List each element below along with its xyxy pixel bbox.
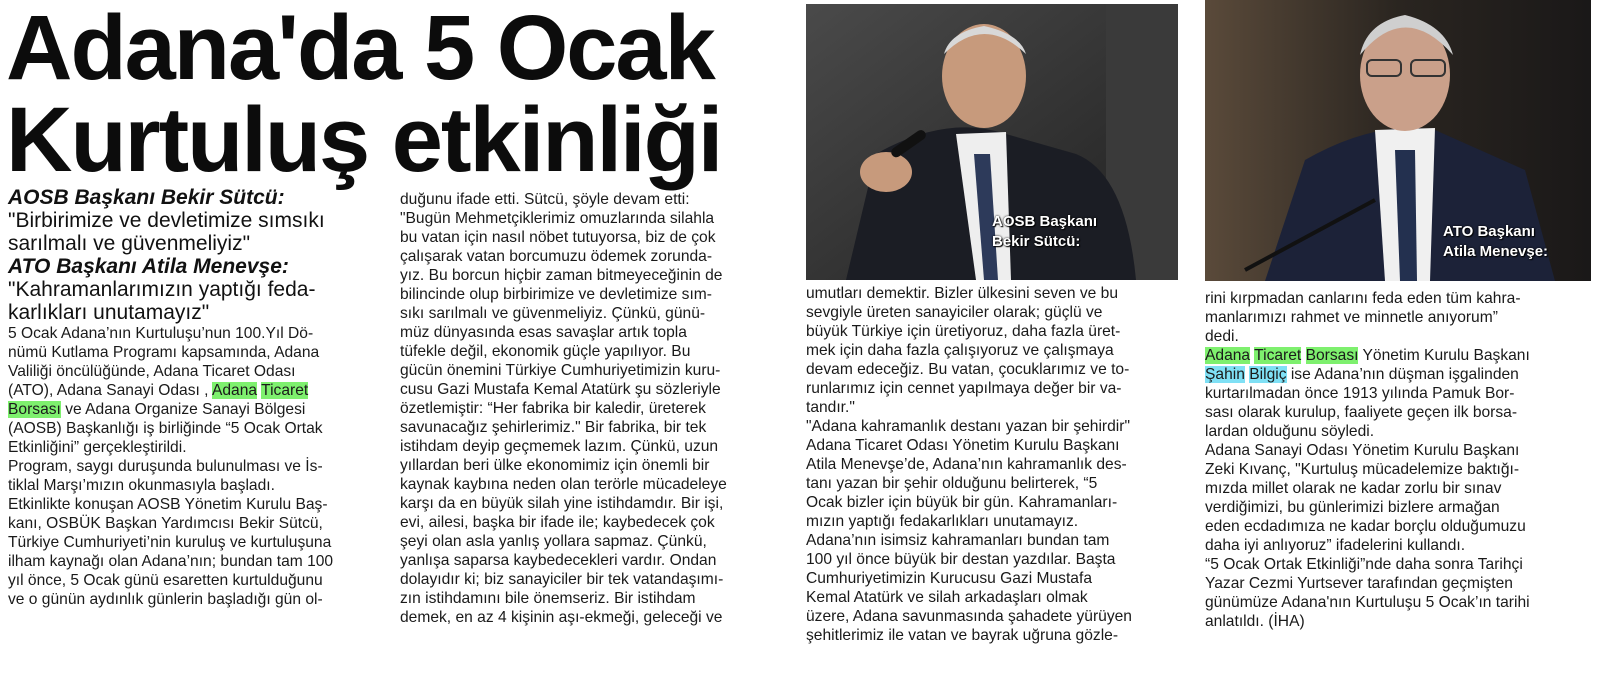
col1-line: ilham kaynağı olan Adana’nın; bundan tam 100 [8,553,334,570]
col4-text: ise Adana’nın düşman işgalinden [1286,366,1519,383]
photo-bekir-sutcu [806,4,1178,280]
col2-line: cusu Gazi Mustafa Kemal Atatürk şu sözleriyle [400,381,721,398]
col2-line: savunacağız şehirlerimiz." Bir fabrika, bir tek [400,419,707,436]
highlight-adana: Adana [1205,347,1251,364]
col1-line: kanı, OSBÜK Başkan Yardımcısı Bekir Sütcü, [8,515,323,532]
col3-line: runlarımız için cennet yapılmaya değer bir va- [806,380,1122,397]
col2-line: bilincinde olup birbirimize ve devletimize sım- [400,286,712,303]
col2-line: yız. Bu borcun hiçbir zaman bitmeyeceğinin de [400,267,723,284]
col4-line [1205,365,1597,384]
col1-line: Etkinlikte konuşan AOSB Yönetim Kurulu Baş- [8,496,328,513]
col4-line: “5 Ocak Ortak Etkinliği”nde daha sonra Tarihçi [1205,556,1523,573]
subhead-2-quote-l2: karlıkları unutamayız" [8,301,210,324]
col4-line: sası olarak kurulup, faaliyete geçen ilk borsa- [1205,404,1518,421]
col2-line: dolayıdır ki; biz sanayiciler bir tek vatandaşımı- [400,571,724,588]
highlight-ticaret: Ticaret [261,382,309,399]
col2-line: zın istihdamını bile önemseriz. Bir istihdam [400,590,696,607]
highlight-sahin: Şahin [1205,366,1245,383]
col2-line: yanlışa saparsa kaybedecekleri vardır. Ondan [400,552,717,569]
col3-line: Cumhuriyetimizin Kurucusu Gazi Mustafa [806,570,1092,587]
col3-line: "Adana kahramanlık destanı yazan bir şehirdir" [806,418,1130,435]
col4-line: anlatıldı. (İHA) [1205,613,1305,630]
col1-line: Türkiye Cumhuriyeti’nin kuruluş ve kurtuluşuna [8,534,332,551]
col3-line: devam edeceğiz. Bu vatan, çocuklarımız ve to- [806,361,1130,378]
col4-line: Zeki Kıvanç, "Kurtuluş mücadelemize baktığı- [1205,461,1520,478]
column-4 [1205,289,1597,631]
col3-line: Atila Menevşe’de, Adana’nın kahramanlık des- [806,456,1127,473]
col4-line: verdiğimizi, bu günlerimizi bizlere armağan [1205,499,1500,516]
col4-line [1205,346,1597,365]
col2-line: tüfekle değil, ekonomik güçle yapılıyor. Bu [400,343,691,360]
col4-line: daha iyi anlıyoruz” ifadelerini kullandı. [1205,537,1466,554]
col3-line: mek için daha fazla çalışıyoruz ve çalışmaya [806,342,1114,359]
col2-line: duğunu ifade etti. Sütcü, şöyle devam etti: [400,191,690,208]
col3-line: 100 yıl önce büyük bir destan yazdılar. Başta [806,551,1116,568]
headline-line-1: Adana'da 5 Ocak [6,0,714,99]
col1-line [8,381,388,400]
col4-line: kurtarılmadan önce 1913 yılında Pamuk Bor- [1205,385,1515,402]
column-2 [400,190,782,627]
col4-line: lardan olduğunu söyledi. [1205,423,1375,440]
col2-line: özetlemiştir: “Her fabrika bir kaledir, üreterek [400,400,706,417]
col4-line: Adana Sanayi Odası Yönetim Kurulu Başkanı [1205,442,1520,459]
col2-line: şeyi olan asla yanlış yollara sapmaz. Çünkü, [400,533,707,550]
col3-line: Kemal Atatürk ve silah arkadaşları olmak [806,589,1088,606]
highlight-ticaret: Ticaret [1254,347,1302,364]
col4-line: eden ecdadımıza ne kadar borçlu olduğumuzu [1205,518,1526,535]
col2-line: evi, ailesi, başka bir ifade ile; kaybedecek çok [400,514,715,531]
col3-line: büyük Türkiye için üretiyoruz, daha fazla üret- [806,323,1121,340]
col3-line: umutları demektir. Bizler ülkesini seven ve bu [806,285,1119,302]
photo-atila-menevse [1205,0,1591,281]
col2-line: müz dünyasında esas savaşlar artık topla [400,324,687,341]
headline [6,0,796,191]
col3-line: tanı yazan bir şehir olduğunu belirterek, “5 [806,475,1098,492]
highlight-adana: Adana [211,382,258,399]
highlight-borsasi: Borsası [1305,347,1359,364]
col1-line: Program, saygı duruşunda bulunulması ve İs- [8,458,323,475]
subhead-1-quote-l1: "Birbirimize ve devletimize sımsıkı [8,209,325,232]
subhead-1-name: AOSB Başkanı Bekir Sütcü: [8,186,285,209]
col3-line: sevgiyle üreten sanayiciler olarak; güçlü ve [806,304,1103,321]
col1-line: Valiliği öncülüğünde, Adana Ticaret Odası [8,363,296,380]
col1-line: nümü Kutlama Programı kapsamında, Adana [8,344,320,361]
col1-line: yıl önce, 5 Ocak günü esaretten kurtulduğunu [8,572,323,589]
col2-line: sıkı sarılmalı ve güvenmeliyiz. Çünkü, günü- [400,305,706,322]
col1-line [8,400,388,419]
col1-text: ve Adana Organize Sanayi Bölgesi [60,401,306,418]
col1-line: 5 Ocak Adana’nın Kurtuluşu’nun 100.Yıl Dö- [8,325,314,342]
subhead-2-name: ATO Başkanı Atila Menevşe: [8,255,289,278]
col2-line: "Bugün Mehmetçiklerimiz omuzlarında silahla [400,210,715,227]
photo-1-caption-l1: AOSB Başkanı [992,213,1098,230]
col2-line: çalışarak vatan borcumuzu ödemek zorunda- [400,248,713,265]
col2-line: yıllardan beri ülke ekonomimiz için önemli bir [400,457,710,474]
column-1 [8,186,388,609]
photo-1-caption-l2: Bekir Sütcü: [992,233,1081,250]
col3-line: Ocak bizler için büyük bir gün. Kahramanları- [806,494,1118,511]
col3-line: Adana’nın isimsiz kahramanları bundan tam [806,532,1110,549]
col1-line: tiklal Marşı’mızın okunmasıyla başladı. [8,477,275,494]
col1-text: (ATO), Adana Sanayi Odası , [8,382,212,399]
col3-line: üzere, Adana savunmasında şahadete yürüyen [806,608,1132,625]
col2-line: kaynak kaybına neden olan terörle mücadeleye [400,476,727,493]
col1-line: Etkinliğini” gerçekleştirildi. [8,439,187,456]
col3-line: Adana Ticaret Odası Yönetim Kurulu Başkanı [806,437,1120,454]
photo-2-caption-l1: ATO Başkanı [1443,223,1535,240]
col2-line: istihdam deyip geçmemek lazım. Çünkü, uzun [400,438,719,455]
col1-line: (AOSB) Başkanlığı iş birliğinde “5 Ocak Ortak [8,420,323,437]
highlight-borsasi: Borsası [8,401,61,418]
col4-line: rini kırpmadan canlarını feda eden tüm kahra- [1205,290,1521,307]
col2-line: demek, en az 4 kişinin aşı-ekmeği, geleceği ve [400,609,723,626]
col3-line: mızın yaptığı fedakarlıkları unutamayız. [806,513,1079,530]
col3-line: şehitlerimiz ile vatan ve bayrak uğruna gözle- [806,627,1119,644]
subhead-2-quote-l1: "Kahramanlarımızın yaptığı feda- [8,278,316,301]
col3-line: tandır." [806,399,855,416]
col2-line: bu vatan için nasıl nöbet tutuyorsa, biz de çok [400,229,716,246]
highlight-bilgic: Bilgiç [1249,366,1287,383]
col1-line: ve o günün aydınlık günlerin başladığı gün ol- [8,591,323,608]
subhead-1-quote-l2: sarılmalı ve güvenmeliyiz" [8,232,251,255]
column-3 [806,284,1182,645]
col2-line: karşı da en büyük silah yine istihdamdır. Bir işi, [400,495,724,512]
col4-line: mızda millet olarak ne kadar zorlu bir sınav [1205,480,1502,497]
col4-line: dedi. [1205,328,1239,345]
headline-line-2: Kurtuluş etkinliği [6,89,722,191]
photo-2-caption-l2: Atila Menevşe: [1443,243,1549,260]
col2-line: gücün önemini Türkiye Cumhuriyetimizin kuru- [400,362,721,379]
col4-line: Yazar Cezmi Yurtsever tarafından geçmişten [1205,575,1513,592]
col4-text: Yönetim Kurulu Başkanı [1358,347,1530,364]
col4-line: günümüze Adana'nın Kurtuluşu 5 Ocak’ın tarihi [1205,594,1530,611]
col4-line: manlarımızı rahmet ve minnetle anıyorum” [1205,309,1498,326]
